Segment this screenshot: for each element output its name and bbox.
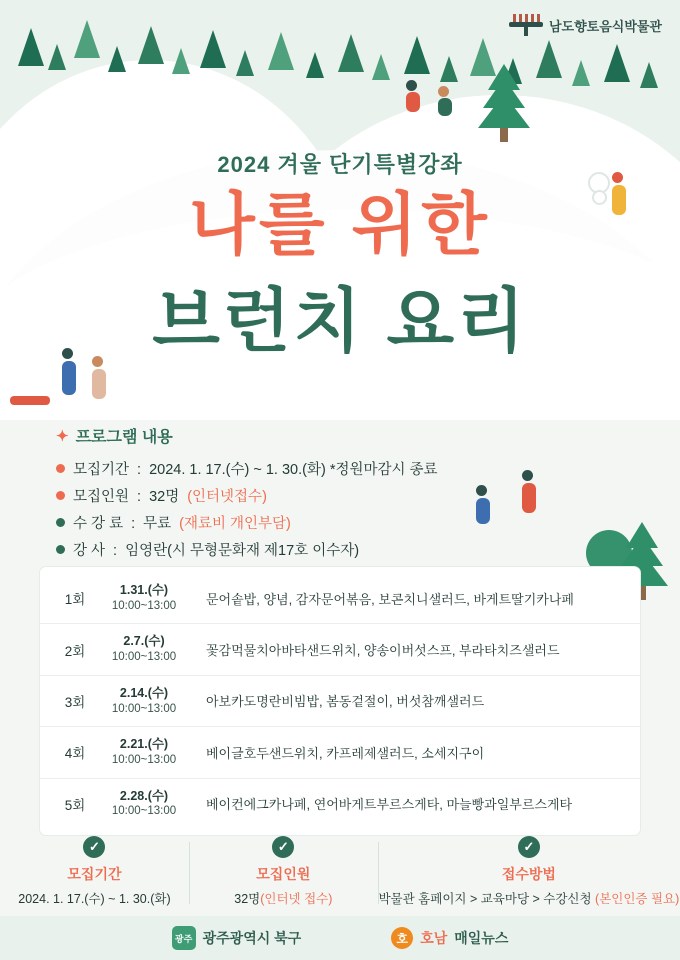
summary-text: [189, 889, 378, 907]
session-date-value: 1.31.(수): [119, 583, 169, 597]
session-date-value: 2.14.(수): [119, 685, 169, 700]
info-value: 임영란(시 무형문화재 제17호 이수자): [125, 543, 360, 559]
summary-text-accent: (인터넷 접수): [260, 892, 333, 906]
summary-text-main: 박물관 홈페이지 > 교육마당 > 수강신청: [378, 892, 596, 906]
museum-roof-icon: [509, 14, 543, 36]
poster-title-line2: 브런치 요리: [152, 282, 528, 360]
tree-icon: [172, 48, 190, 74]
summary-title: 모집인원: [256, 866, 311, 882]
session-menu: 문어솥밥, 양념, 감자문어볶음, 보콘치니샐러드, 바게트딸기카나페: [206, 591, 574, 607]
info-value: 무료: [143, 516, 172, 532]
info-colon: :: [113, 543, 118, 559]
tree-icon: [108, 46, 126, 72]
honam-news-logo: [391, 927, 508, 949]
person-figure: [476, 485, 490, 524]
program-info-heading-label: 프로그램 내용: [75, 429, 173, 446]
session-number: 2회: [64, 643, 86, 659]
summary-cell-capacity: [189, 836, 378, 907]
tree-icon: [604, 44, 630, 82]
summary-cell-period: [0, 836, 189, 907]
gwangju-bukgu-label: 광주광역시 북구: [202, 930, 302, 946]
info-label: 수 강 료: [73, 516, 124, 532]
tree-icon: [236, 50, 254, 76]
info-value-accent: (인터넷접수): [187, 489, 267, 505]
session-menu: 꽃감먹물치아바타샌드위치, 양송이버섯스프, 부라타치즈샐러드: [206, 643, 560, 659]
session-number: 5회: [64, 797, 86, 813]
info-row-fee: [56, 512, 626, 533]
gwangju-bukgu-logo: [172, 926, 302, 950]
bullet-icon: [56, 545, 65, 554]
person-figure: [438, 86, 452, 116]
session-number: 3회: [64, 694, 86, 710]
tree-icon: [640, 62, 658, 88]
session-date: [96, 788, 192, 820]
table-row: [40, 624, 640, 675]
session-date-value: 2.21.(수): [119, 737, 169, 752]
session-date: [96, 736, 192, 768]
summary-title: 모집기간: [67, 866, 122, 882]
table-row: [40, 676, 640, 727]
summary-text-main: 32명: [234, 892, 261, 906]
session-time-value: 10:00~13:00: [111, 805, 177, 818]
session-date: [96, 685, 192, 717]
session-menu: 베이컨에그카나페, 연어바게트부르스게타, 마늘빵과일부르스게타: [206, 797, 573, 813]
honam-emblem-icon: 호: [391, 927, 413, 949]
info-colon: :: [131, 516, 136, 532]
session-date-value: 2.28.(수): [119, 788, 169, 803]
info-row-capacity: [56, 485, 626, 506]
session-date: [96, 633, 192, 665]
session-time-value: 10:00~13:00: [111, 599, 177, 612]
summary-text: [378, 889, 680, 907]
tree-icon: [440, 56, 458, 82]
pine-tree-icon: [478, 64, 530, 142]
summary-cell-method: [378, 836, 680, 907]
summary-section: [0, 836, 680, 916]
info-row-instructor: [56, 539, 626, 560]
session-time-value: 10:00~13:00: [111, 651, 177, 664]
info-value-accent: (재료비 개인부담): [179, 516, 291, 532]
info-label: 강 사: [73, 543, 106, 559]
poster-kicker: 2024 겨울 단기특별강좌: [217, 152, 463, 177]
tree-icon: [48, 44, 66, 70]
tree-icon: [138, 26, 164, 64]
session-number: 4회: [64, 746, 86, 762]
tree-icon: [372, 54, 390, 80]
person-figure: [406, 80, 420, 112]
info-label: 모집기간: [73, 462, 130, 478]
tree-icon: [74, 20, 100, 58]
session-number: 1회: [64, 592, 86, 608]
table-row: [40, 727, 640, 778]
tree-icon: [404, 36, 430, 74]
footer-bar: [0, 916, 680, 960]
info-label: 모집인원: [73, 489, 130, 505]
sled-icon: [10, 396, 50, 405]
check-circle-icon: ✓: [83, 836, 105, 858]
honam-label-1: 호남: [420, 930, 448, 946]
check-circle-icon: ✓: [272, 836, 294, 858]
session-menu: 아보카도명란비빔밥, 봄동겉절이, 버섯참깨샐러드: [206, 694, 485, 710]
session-menu: 베이글호두샌드위치, 카프레제샐러드, 소세지구이: [206, 745, 485, 761]
tree-icon: [338, 34, 364, 72]
session-time-value: 10:00~13:00: [111, 702, 177, 715]
session-date-value: 2.7.(수): [123, 634, 165, 649]
museum-name: 남도향토음식박물관: [548, 18, 662, 34]
table-row: [40, 573, 640, 624]
poster-title-line1: 나를 위한: [189, 187, 491, 263]
summary-text-accent: (본인인증 필요): [595, 892, 680, 906]
bullet-icon: [56, 518, 65, 527]
info-value: 32명: [149, 489, 180, 505]
session-time-value: 10:00~13:00: [111, 754, 177, 767]
sparkle-icon: ✦: [56, 427, 69, 445]
check-circle-icon: ✓: [518, 836, 540, 858]
bukgu-emblem-icon: 광주: [172, 926, 196, 950]
session-date: [96, 582, 192, 614]
schedule-table: [40, 567, 640, 835]
info-colon: :: [137, 489, 142, 505]
person-figure: [92, 356, 106, 399]
bullet-icon: [56, 464, 65, 473]
info-colon: :: [137, 462, 142, 478]
program-info-heading: [56, 424, 626, 447]
bullet-icon: [56, 491, 65, 500]
summary-title: 접수방법: [501, 866, 556, 882]
tree-icon: [306, 52, 324, 78]
info-row-period: [56, 458, 626, 479]
tree-icon: [536, 40, 562, 78]
museum-logo: [509, 14, 662, 36]
honam-label-2: 매일뉴스: [454, 930, 509, 946]
tree-icon: [572, 60, 590, 86]
tree-icon: [268, 32, 294, 70]
tree-icon: [18, 28, 44, 66]
table-row: [40, 779, 640, 829]
person-figure: [522, 470, 536, 513]
info-value: 2024. 1. 17.(수) ~ 1. 30.(화) *정원마감시 종료: [149, 462, 438, 478]
summary-text: 2024. 1. 17.(수) ~ 1. 30.(화): [18, 892, 171, 906]
tree-icon: [200, 30, 226, 68]
